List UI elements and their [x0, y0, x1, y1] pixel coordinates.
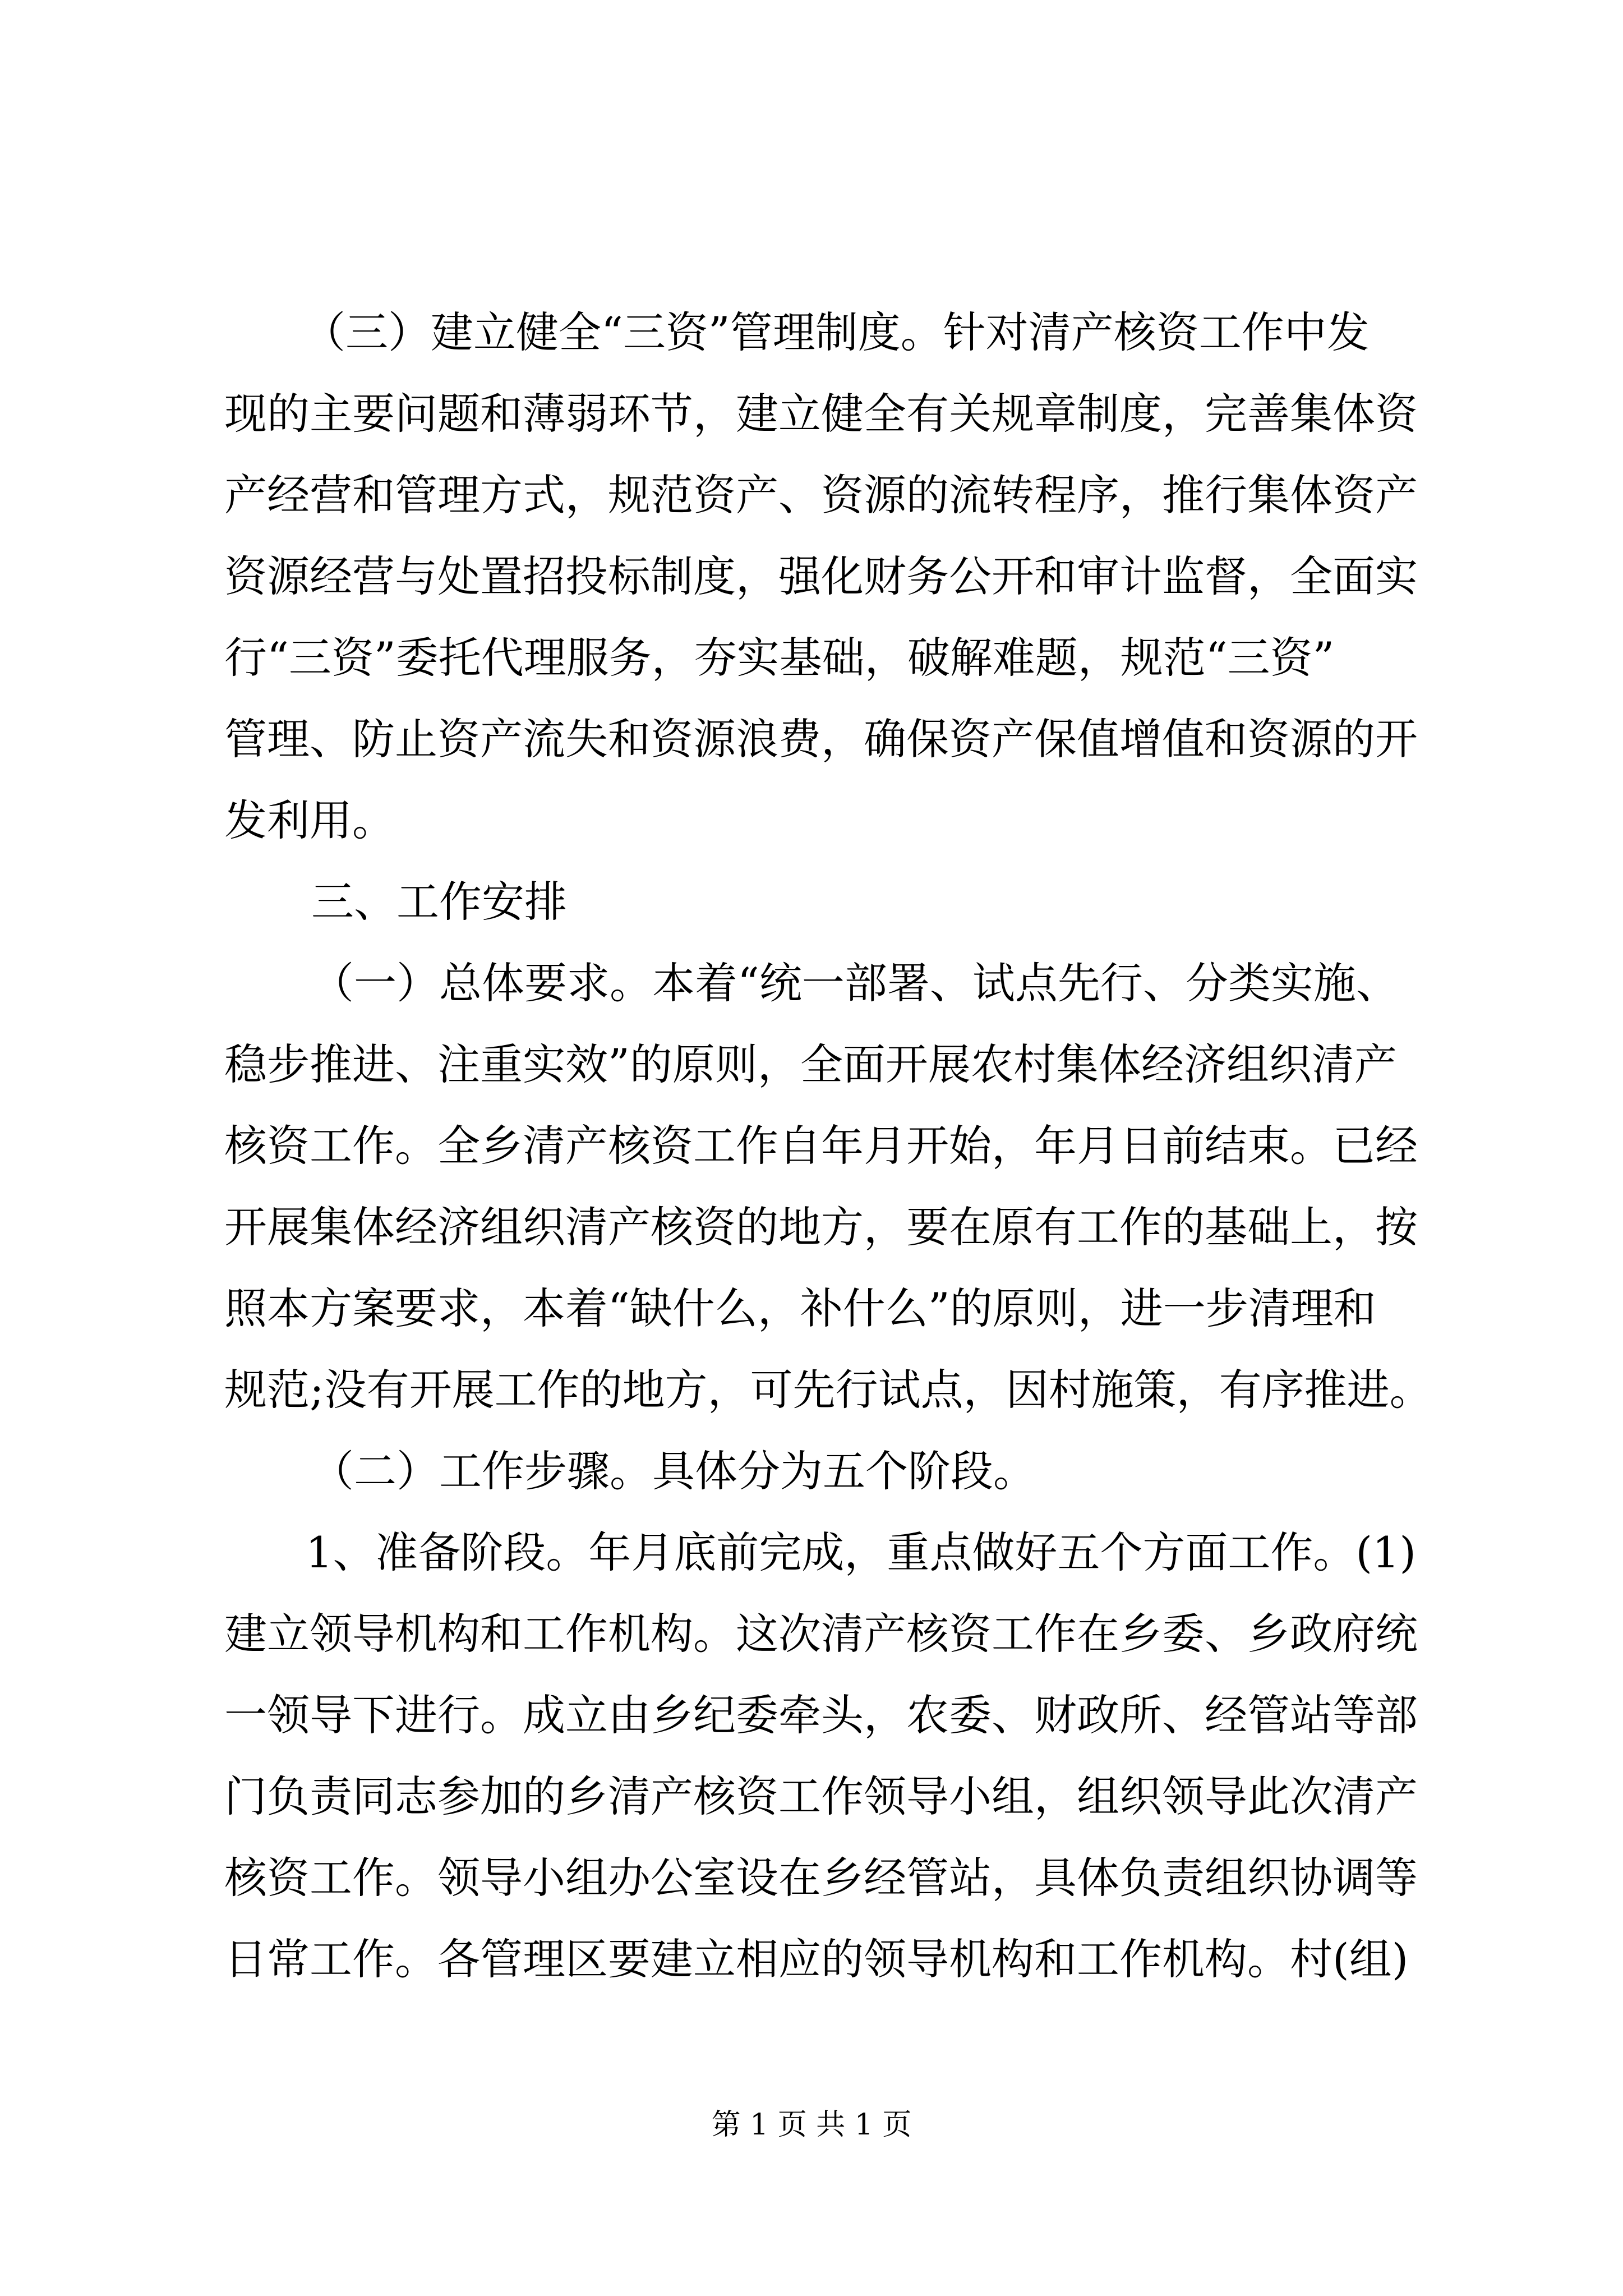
- paragraph-line: 现的主要问题和薄弱环节，建立健全有关规章制度，完善集体资: [224, 389, 1418, 439]
- page-footer: 第 1 页 共 1 页: [711, 2108, 912, 2142]
- paragraph-line: 照本方案要求，本着“缺什么，补什么”的原则，进一步清理和: [224, 1283, 1376, 1333]
- paragraph-line: 门负责同志参加的乡清产核资工作领导小组，组织领导此次清产: [224, 1772, 1418, 1821]
- paragraph-line: （二）工作步骤。具体分为五个阶段。: [311, 1446, 1036, 1496]
- paragraph-line: （三）建立健全“三资”管理制度。针对清产核资工作中发: [303, 307, 1370, 357]
- paragraph-line: 建立领导机构和工作机构。这次清产核资工作在乡委、乡政府统: [224, 1609, 1418, 1659]
- section-heading: 三、工作安排: [311, 877, 567, 927]
- paragraph-line: 核资工作。全乡清产核资工作自年月开始，年月日前结束。已经: [224, 1121, 1418, 1171]
- paragraph-line: 产经营和管理方式，规范资产、资源的流转程序，推行集体资产: [224, 470, 1418, 520]
- paragraph-line: 规范;没有开展工作的地方，可先行试点，因村施策，有序推进。: [224, 1365, 1432, 1415]
- paragraph-line: 管理、防止资产流失和资源浪费，确保资产保值增值和资源的开: [224, 714, 1418, 764]
- paragraph-line: 1、准备阶段。年月底前完成，重点做好五个方面工作。(1): [306, 1527, 1417, 1577]
- paragraph-line: 资源经营与处置招投标制度，强化财务公开和审计监督，全面实: [224, 551, 1418, 601]
- paragraph-line: 核资工作。领导小组办公室设在乡经管站，具体负责组织协调等: [224, 1853, 1418, 1903]
- paragraph-line: （一）总体要求。本着“统一部署、试点先行、分类实施、: [311, 958, 1399, 1008]
- paragraph-line: 开展集体经济组织清产核资的地方，要在原有工作的基础上，按: [224, 1202, 1418, 1252]
- paragraph-line: 稳步推进、注重实效”的原则，全面开展农村集体经济组织清产: [224, 1039, 1397, 1089]
- paragraph-line: 一领导下进行。成立由乡纪委牵头，农委、财政所、经管站等部: [224, 1690, 1418, 1740]
- paragraph-line: 发利用。: [224, 795, 395, 845]
- paragraph-line: 日常工作。各管理区要建立相应的领导机构和工作机构。村(组): [224, 1934, 1409, 1984]
- paragraph-line: 行“三资”委托代理服务，夯实基础，破解难题，规范“三资”: [224, 633, 1335, 683]
